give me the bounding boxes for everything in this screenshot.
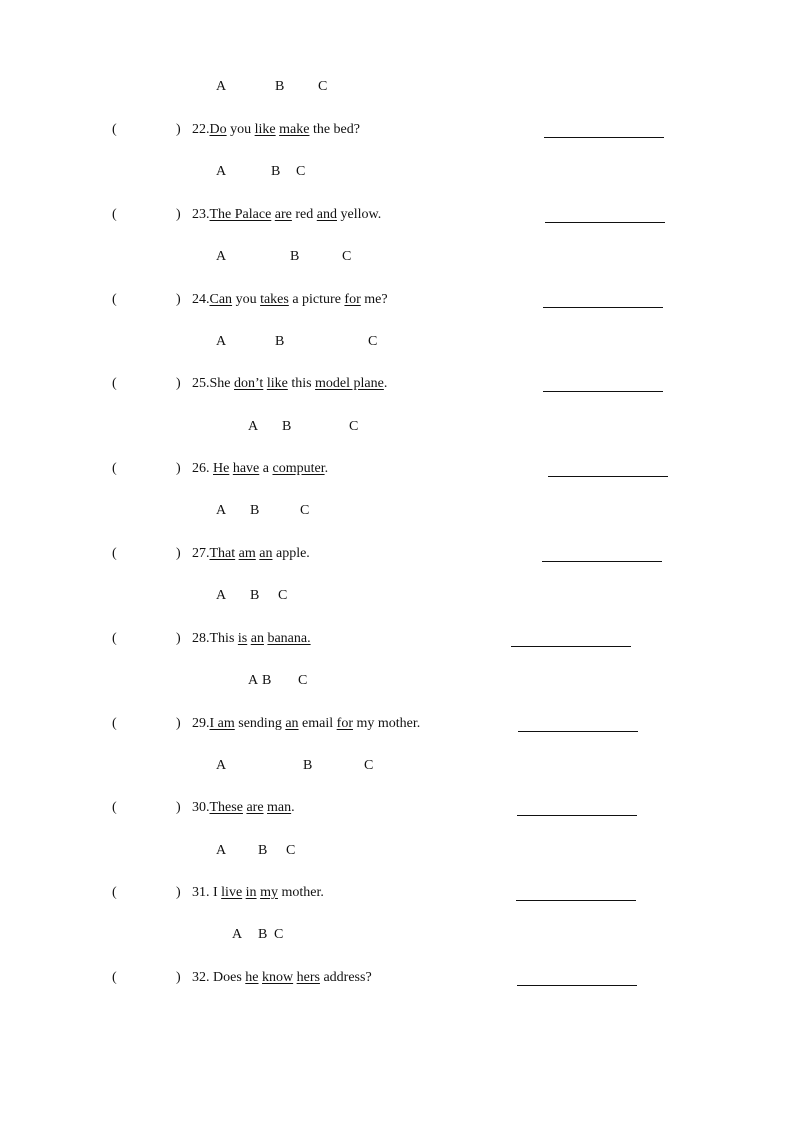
question-number: 25. (192, 376, 210, 391)
question-sentence (192, 970, 372, 986)
underlined-segment: hers (296, 970, 320, 985)
sentence-text: This (209, 631, 238, 646)
answer-paren-open: ( (112, 885, 117, 900)
option-label-c: C (342, 249, 352, 264)
option-label-c: C (318, 79, 328, 94)
underlined-segment: like (266, 376, 288, 391)
answer-paren-close: ) (176, 292, 181, 307)
underlined-segment: he (245, 970, 259, 985)
sentence-text: the bed? (309, 122, 360, 137)
sentence-text: Does (213, 970, 246, 985)
answer-paren-open: ( (112, 631, 117, 646)
option-label-b: B (262, 673, 272, 688)
option-label-c: C (274, 927, 284, 942)
answer-blank[interactable] (545, 222, 665, 223)
sentence-text: . (324, 461, 329, 476)
question-number: 28. (192, 631, 210, 646)
underlined-segment: know (262, 970, 294, 985)
underlined-segment: an (259, 546, 273, 561)
answer-paren-open: ( (112, 970, 117, 985)
option-label-b: B (275, 79, 285, 94)
sentence-text: sending (234, 716, 286, 731)
question-number: 29. (192, 716, 210, 731)
question-sentence (192, 885, 324, 901)
option-label-a: A (248, 673, 259, 688)
answer-paren-close: ) (176, 716, 181, 731)
answer-paren-close: ) (176, 885, 181, 900)
sentence-text: . (383, 376, 388, 391)
answer-blank[interactable] (517, 815, 637, 816)
option-label-b: B (303, 758, 313, 773)
underlined-segment: These (209, 800, 243, 815)
underlined-segment: is (237, 631, 248, 646)
underlined-segment: are (246, 800, 264, 815)
answer-paren-open: ( (112, 716, 117, 731)
question-number: 30. (192, 800, 210, 815)
option-label-a: A (216, 843, 227, 858)
underlined-segment: man (267, 800, 292, 815)
answer-blank[interactable] (544, 137, 664, 138)
answer-paren-close: ) (176, 631, 181, 646)
question-sentence (192, 800, 295, 816)
sentence-text: my mother. (352, 716, 421, 731)
underlined-segment: Can (209, 292, 233, 307)
option-label-a: A (216, 249, 227, 264)
underlined-segment: an (250, 631, 264, 646)
answer-paren-close: ) (176, 461, 181, 476)
underlined-segment: an (285, 716, 299, 731)
answer-blank[interactable] (518, 731, 638, 732)
question-sentence (192, 207, 381, 223)
answer-paren-close: ) (176, 122, 181, 137)
question-sentence (192, 376, 387, 392)
question-number: 31. (192, 885, 213, 900)
option-label-c: C (296, 164, 306, 179)
underlined-segment: am (238, 546, 256, 561)
sentence-text: you (232, 292, 261, 307)
option-label-a: A (248, 419, 259, 434)
question-sentence (192, 461, 328, 477)
sentence-text: a picture (288, 292, 345, 307)
underlined-segment: He (213, 461, 230, 476)
underlined-segment: I am (209, 716, 235, 731)
answer-blank[interactable] (543, 391, 663, 392)
underlined-segment: make (279, 122, 310, 137)
underlined-segment: That (209, 546, 236, 561)
answer-blank[interactable] (516, 900, 636, 901)
answer-paren-close: ) (176, 970, 181, 985)
sentence-text: this (287, 376, 316, 391)
option-label-b: B (258, 843, 268, 858)
sentence-text: apple. (272, 546, 310, 561)
option-label-a: A (216, 164, 227, 179)
option-label-b: B (275, 334, 285, 349)
underlined-segment: like (254, 122, 276, 137)
underlined-segment: Do (209, 122, 227, 137)
underlined-segment: for (344, 292, 361, 307)
option-label-a: A (216, 334, 227, 349)
answer-paren-open: ( (112, 800, 117, 815)
underlined-segment: banana. (267, 631, 311, 646)
underlined-segment: for (336, 716, 353, 731)
option-label-b: B (271, 164, 281, 179)
answer-paren-open: ( (112, 461, 117, 476)
option-label-b: B (258, 927, 268, 942)
question-number: 27. (192, 546, 210, 561)
underlined-segment: model plane (315, 376, 384, 391)
answer-blank[interactable] (542, 561, 662, 562)
sentence-text: address? (319, 970, 372, 985)
answer-paren-open: ( (112, 292, 117, 307)
sentence-text: me? (360, 292, 388, 307)
underlined-segment: computer (272, 461, 325, 476)
answer-blank[interactable] (543, 307, 663, 308)
sentence-text: She (209, 376, 234, 391)
question-number: 22. (192, 122, 210, 137)
option-label-a: A (216, 758, 227, 773)
option-label-c: C (286, 843, 296, 858)
option-label-c: C (364, 758, 374, 773)
answer-paren-open: ( (112, 122, 117, 137)
underlined-segment: takes (260, 292, 289, 307)
answer-paren-close: ) (176, 376, 181, 391)
answer-paren-open: ( (112, 376, 117, 391)
option-label-c: C (300, 503, 310, 518)
sentence-text: I (213, 885, 222, 900)
underlined-segment: in (245, 885, 257, 900)
sentence-text: a (259, 461, 273, 476)
answer-paren-close: ) (176, 546, 181, 561)
answer-paren-open: ( (112, 207, 117, 222)
option-label-b: B (250, 588, 260, 603)
option-label-a: A (216, 588, 227, 603)
answer-blank[interactable] (548, 476, 668, 477)
underlined-segment: and (316, 207, 337, 222)
option-label-c: C (349, 419, 359, 434)
question-number: 26. (192, 461, 213, 476)
underlined-segment: have (232, 461, 260, 476)
question-number: 23. (192, 207, 210, 222)
option-label-c: C (298, 673, 308, 688)
sentence-text: yellow. (337, 207, 382, 222)
answer-paren-close: ) (176, 800, 181, 815)
question-sentence (192, 122, 360, 138)
option-label-b: B (290, 249, 300, 264)
sentence-text: red (291, 207, 317, 222)
sentence-text: . (291, 800, 295, 815)
option-label-b: B (282, 419, 292, 434)
sentence-text: mother. (277, 885, 324, 900)
option-label-c: C (278, 588, 288, 603)
question-sentence (192, 716, 420, 732)
underlined-segment: live (221, 885, 243, 900)
underlined-segment: my (260, 885, 278, 900)
question-sentence (192, 546, 310, 562)
sentence-text: you (226, 122, 255, 137)
answer-blank[interactable] (511, 646, 631, 647)
answer-paren-close: ) (176, 207, 181, 222)
answer-paren-open: ( (112, 546, 117, 561)
question-sentence (192, 292, 388, 308)
underlined-segment: The Palace (209, 207, 272, 222)
question-number: 24. (192, 292, 210, 307)
answer-blank[interactable] (517, 985, 637, 986)
option-label-a: A (216, 79, 227, 94)
option-label-a: A (232, 927, 243, 942)
question-number: 32. (192, 970, 213, 985)
option-label-a: A (216, 503, 227, 518)
option-label-c: C (368, 334, 378, 349)
option-label-b: B (250, 503, 260, 518)
question-sentence (192, 631, 311, 647)
sentence-text: email (298, 716, 337, 731)
underlined-segment: are (274, 207, 292, 222)
underlined-segment: don’t (234, 376, 264, 391)
